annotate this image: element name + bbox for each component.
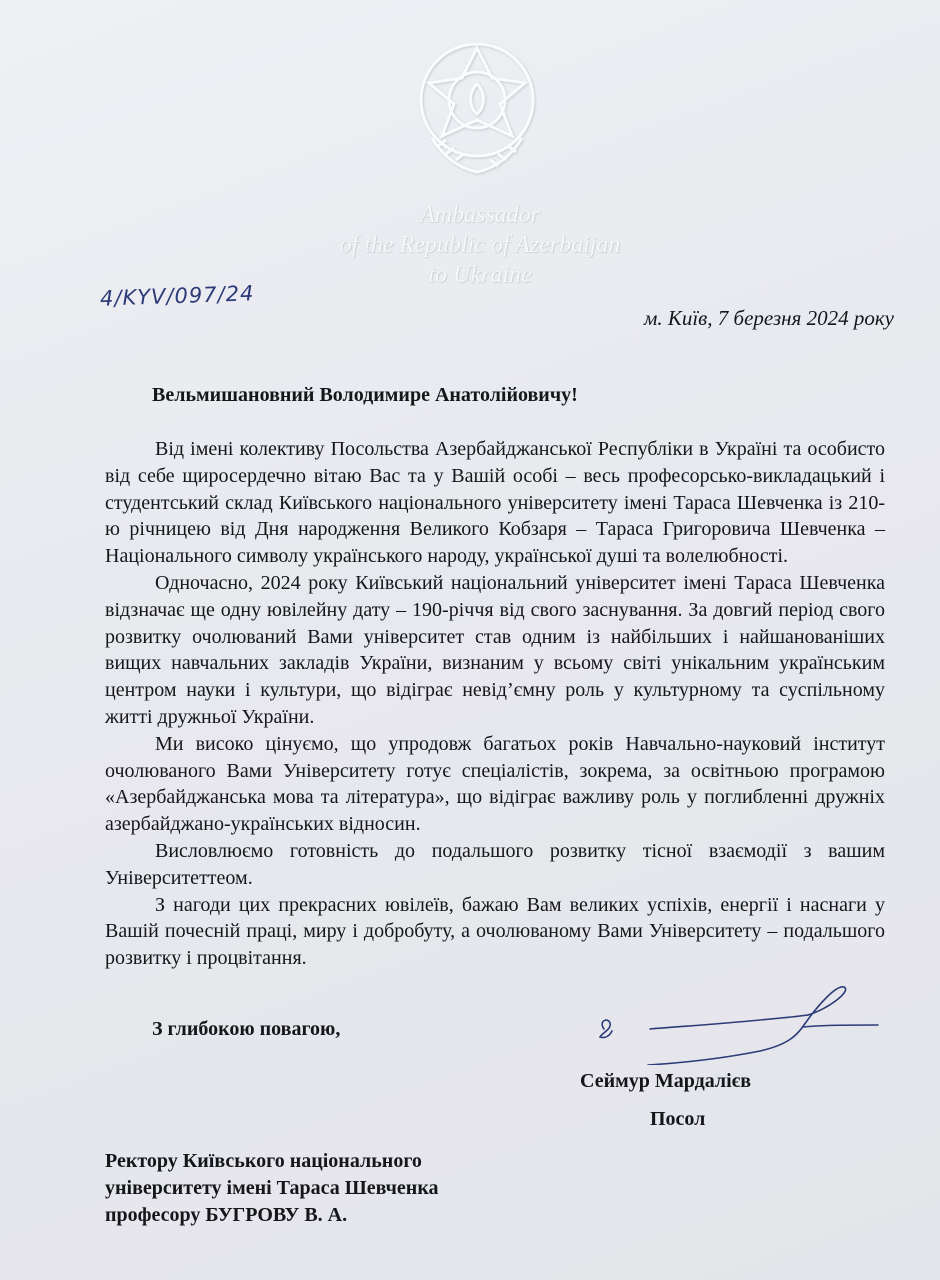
letterhead-line: to Ukraine: [428, 262, 532, 288]
paragraph: Висловлюємо готовність до подальшого розвитку тісної взаємодії з вашим Університеттеом.: [105, 839, 885, 889]
signer-name: Сеймур Мардалієв: [580, 1070, 752, 1092]
place-date: м. Київ, 7 березня 2024 року: [644, 306, 894, 330]
signer-position: Посол: [650, 1108, 706, 1130]
letter-body: [105, 436, 885, 972]
letterhead-line: Ambassador: [419, 202, 540, 228]
addressee: [105, 1148, 439, 1229]
paragraph: Одночасно, 2024 року Київський національний університет імені Тараса Шевченка відзначає ще одну ювілейну дату – 190-річчя від свого заснування. За довгий період свого розвитку очолюваний Вами університет став одним із найбільших і найшанованіших вищих навчальних закладів України, визнаним у всьому світі унікальним українським центром науки і культури, що відіграє невід’ємну роль у культурному та суспільному житті дружньої України.: [105, 571, 885, 728]
paragraph: З нагоди цих прекрасних ювілеїв, бажаю Вам великих успіхів, енергії і наснаги у Вашій почесній праці, миру і добробуту, а очолюваному Вами Університету – подальшого розвитку і процвітання.: [105, 893, 885, 970]
letterhead: [280, 200, 680, 290]
reference-number: 4/KYV/097/24: [99, 281, 255, 311]
closing: З глибокою повагою,: [152, 1018, 341, 1040]
addressee-line: університету імені Тараса Шевченка: [105, 1177, 439, 1199]
paragraph: Ми високо цінуємо, що упродовж багатьох років Навчально-науковий інститут очолюваного Вами Університету готує спеціалістів, зокрема, за освітньою програмою «Азербайджанська мова та література», що відіграє важливу роль у поглибленні дружніх азербайджано-українських відносин.: [105, 732, 885, 836]
letterhead-line: of the Republic of Azerbaijan: [339, 232, 621, 258]
addressee-line: професору БУГРОВУ В. А.: [105, 1204, 348, 1226]
paragraph: Від імені колективу Посольства Азербайджанської Республіки в Україні та особисто від себе щиросердечно вітаю Вас та у Вашій особі – весь професорсько-викладацький і студентський склад Київського національного університету імені Тараса Шевченка із 210-ю річницею від Дня народження Великого Кобзаря – Тараса Григоровича Шевченка – Національного символу українського народу, української душі та волелюбності.: [105, 438, 885, 568]
state-emblem-icon: [412, 38, 542, 188]
addressee-line: Ректору Київського національного: [105, 1150, 422, 1172]
salutation: Вельмишановний Володимире Анатолійовичу!: [152, 384, 578, 406]
handwritten-signature: [590, 985, 880, 1065]
